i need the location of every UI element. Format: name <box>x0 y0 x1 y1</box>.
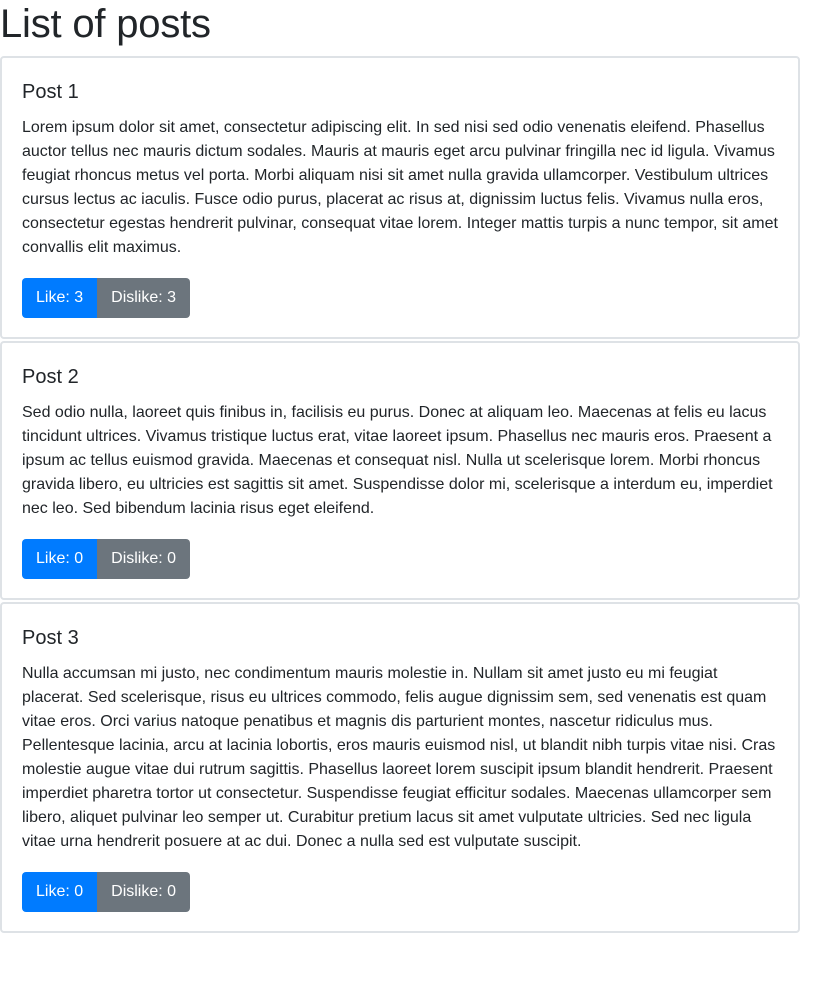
post-card <box>0 56 800 339</box>
post-title: Post 2 <box>22 366 79 388</box>
post-body: Nulla accumsan mi justo, nec condimentum mauris molestie in. Nullam sit amet justo eu mi feugiat placerat. Sed scelerisque, risus eu ultrices commodo, felis augue dignissim sem, sed venenatis est quam vitae eros. Orci varius natoque penatibus et magnis dis parturient montes, nascetur ridiculus mus. Pellentesque lacinia, arcu at lacinia lobortis, eros mauris euismod nisl, ut blandit nibh turpis vitae nisi. Cras molestie augue vitae dui rutrum sagittis. Phasellus laoreet lorem suscipit ipsum blandit hendrerit. Praesent imperdiet pharetra tortor ut consectetur. Suspendisse feugiat efficitur sodales. Maecenas ullamcorper sem libero, aliquet pulvinar leo semper ut. Curabitur pretium lacus sit amet vulputate ultricies. Sed nec ligula vitae urna hendrerit posuere at ac dui. Donec a nulla sed est vulputate suscipit. <box>22 665 776 850</box>
post-card <box>0 602 800 933</box>
like-button[interactable]: Like: 0 <box>22 872 97 912</box>
like-button[interactable]: Like: 0 <box>22 539 97 579</box>
post-card <box>0 341 800 600</box>
post-title: Post 3 <box>22 627 79 649</box>
post-body: Sed odio nulla, laoreet quis finibus in, facilisis eu purus. Donec at aliquam leo. Maecenas at felis eu lacus tincidunt ultrices. Vivamus tristique luctus erat, vitae laoreet ipsum. Phasellus nec mauris eros. Praesent a ipsum ac tellus euismod gravida. Maecenas et consequat nisl. Nulla ut scelerisque lorem. Morbi rhoncus gravida libero, eu ultricies est sagittis sit amet. Suspendisse dolor mi, scelerisque a interdum eu, imperdiet nec leo. Sed bibendum lacinia risus eget eleifend. <box>22 404 773 517</box>
page-title: List of posts <box>0 2 211 46</box>
post-body: Lorem ipsum dolor sit amet, consectetur adipiscing elit. In sed nisi sed odio venenatis eleifend. Phasellus auctor tellus nec mauris dictum sodales. Mauris at mauris eget arcu pulvinar fringilla nec id ligula. Vivamus feugiat rhoncus metus vel porta. Morbi aliquam nisi sit amet nulla gravida ullamcorper. Vestibulum ultrices cursus lectus ac iaculis. Fusce odio purus, placerat ac risus at, dignissim luctus felis. Vivamus nulla eros, consectetur egestas hendrerit pulvinar, consequat vitae lorem. Integer mattis turpis a nunc tempor, sit amet convallis elit maximus. <box>22 119 778 256</box>
post-actions <box>22 872 778 912</box>
dislike-button[interactable]: Dislike: 3 <box>97 278 190 318</box>
like-button[interactable]: Like: 3 <box>22 278 97 318</box>
dislike-button[interactable]: Dislike: 0 <box>97 872 190 912</box>
post-list <box>0 56 800 935</box>
post-title: Post 1 <box>22 81 79 103</box>
post-actions <box>22 278 778 318</box>
post-actions <box>22 539 778 579</box>
dislike-button[interactable]: Dislike: 0 <box>97 539 190 579</box>
